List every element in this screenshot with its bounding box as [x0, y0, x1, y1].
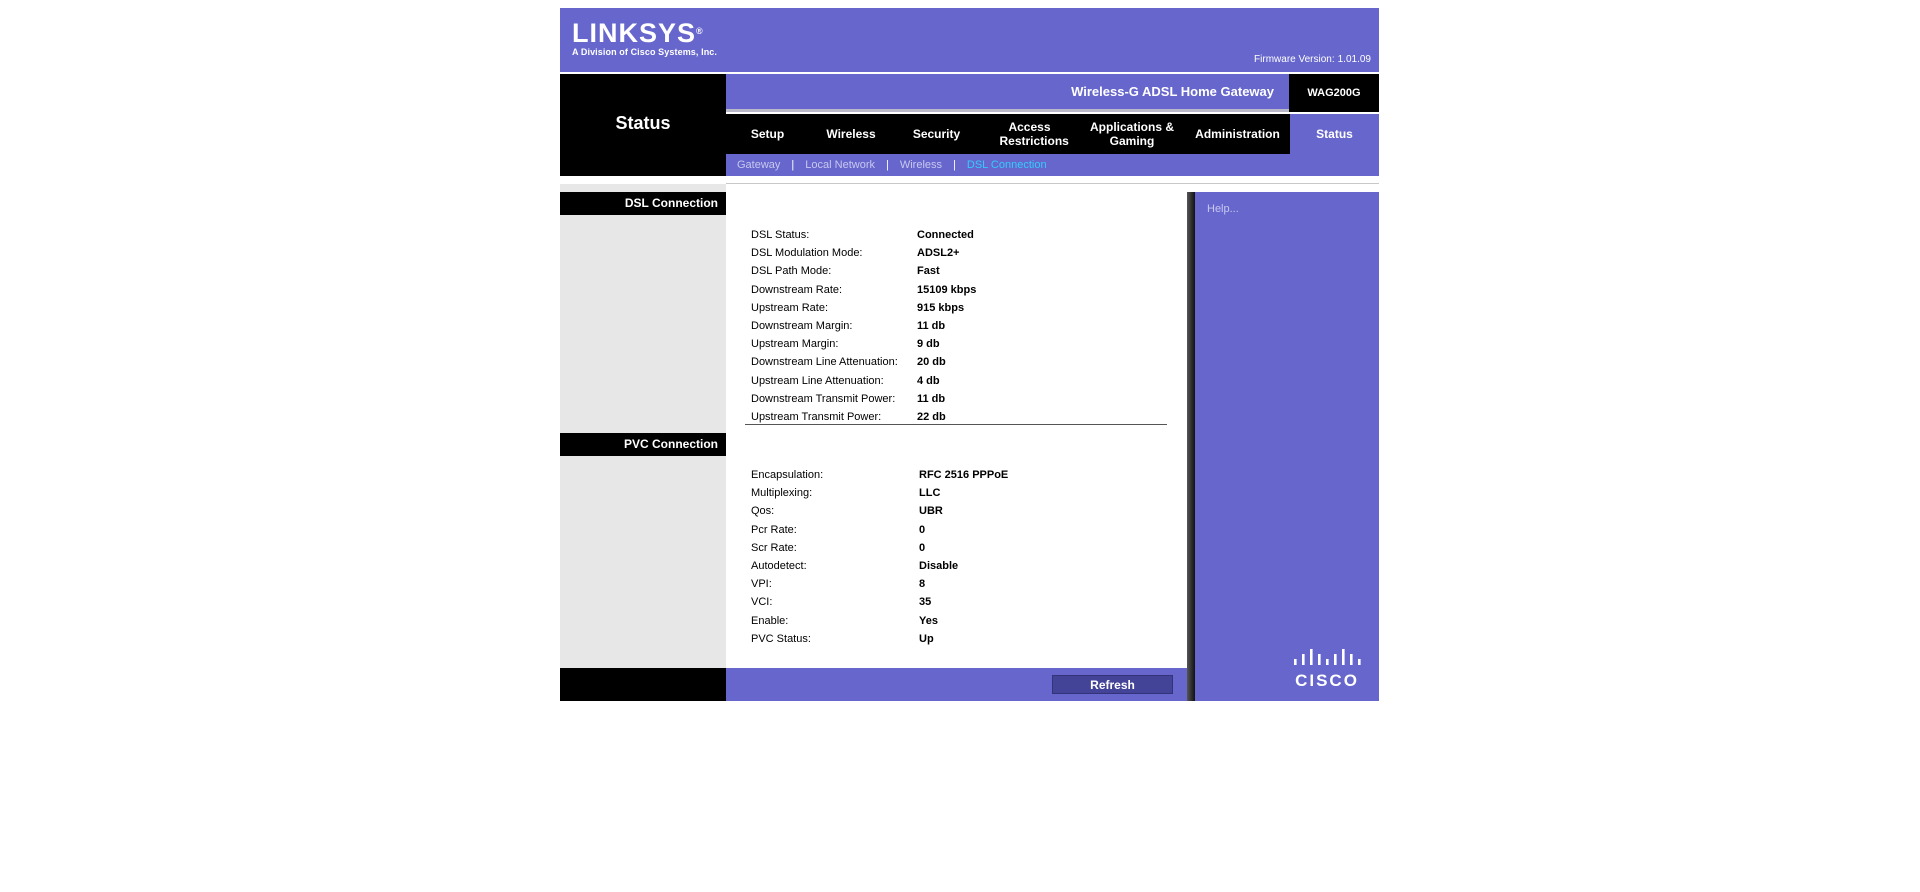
dsl-row [751, 372, 976, 390]
product-bar [726, 74, 1289, 109]
row-label: PVC Status: [751, 632, 811, 645]
row-value: RFC 2516 PPPoE [919, 469, 1009, 482]
row-value: 11 db [917, 320, 946, 333]
row-label: Upstream Transmit Power: [751, 410, 882, 423]
row-value: LLC [919, 487, 941, 500]
tab-wireless[interactable]: Wireless [826, 127, 876, 141]
dsl-row [751, 390, 976, 408]
row-value: Connected [917, 229, 974, 242]
subnav-gateway[interactable]: Gateway [737, 159, 781, 171]
row-value: 4 db [917, 374, 940, 387]
firmware-value: 1.01.09 [1337, 54, 1371, 65]
row-label: Downstream Margin: [751, 320, 853, 333]
row-value: 9 db [917, 338, 940, 351]
pvc-row [751, 466, 1008, 484]
row-label: Qos: [751, 505, 775, 518]
row-label: Encapsulation: [751, 469, 824, 482]
pvc-row [751, 484, 1008, 502]
tab-access-restrictions-label: Access Restrictions [999, 120, 1069, 148]
row-label: Downstream Line Attenuation: [751, 356, 898, 369]
subnav-local-network[interactable]: Local Network [805, 159, 875, 171]
help-column-shadow [1187, 192, 1195, 701]
tab-administration[interactable]: Administration [1195, 127, 1280, 141]
tab-access-restrictions[interactable] [980, 114, 1079, 154]
section-title-block [560, 74, 726, 176]
cisco-logo-text: CISCO [1295, 671, 1359, 690]
pvc-row [751, 521, 1008, 539]
row-value: 915 kbps [917, 301, 965, 314]
section-divider [745, 424, 1167, 425]
row-label: DSL Modulation Mode: [751, 247, 863, 260]
firmware-version [1254, 54, 1371, 65]
left-sidebar [560, 184, 726, 676]
subnav-separator: | [885, 159, 889, 171]
router-status-page [560, 8, 1379, 701]
pvc-row [751, 593, 1008, 611]
dsl-row [751, 226, 976, 244]
pvc-row [751, 575, 1008, 593]
brand-wordmark: LINKSYS® [572, 18, 704, 48]
row-label: DSL Status: [751, 229, 810, 242]
pvc-row [751, 502, 1008, 520]
main-nav [726, 114, 1379, 154]
footer-bar [726, 668, 1187, 701]
row-value: 35 [919, 596, 932, 609]
row-value: 15109 kbps [917, 283, 977, 296]
dsl-row [751, 281, 976, 299]
tab-setup[interactable]: Setup [750, 127, 785, 141]
row-label: Upstream Margin: [751, 338, 839, 351]
pvc-row [751, 539, 1008, 557]
row-label: DSL Path Mode: [751, 265, 832, 278]
pvc-row [751, 557, 1008, 575]
dsl-row [751, 299, 976, 317]
header-banner [560, 8, 1379, 72]
dsl-row [751, 335, 976, 353]
sub-nav [726, 154, 1379, 176]
firmware-label: Firmware Version: [1254, 54, 1335, 65]
row-label: Scr Rate: [751, 541, 797, 554]
row-value: Yes [919, 614, 938, 627]
row-value: 22 db [917, 410, 946, 423]
tab-applications-gaming-label: Applications & Gaming [1090, 120, 1175, 148]
dsl-row [751, 262, 976, 280]
row-value: 8 [919, 578, 926, 591]
sidebar-title-pvc: PVC Connection [560, 433, 726, 456]
subnav-separator: | [953, 159, 956, 171]
header-divider [726, 109, 1289, 112]
linksys-logo [572, 20, 717, 57]
row-label: Upstream Rate: [751, 301, 829, 314]
dsl-status-table [751, 226, 976, 426]
row-label: Pcr Rate: [751, 523, 797, 536]
refresh-button[interactable]: Refresh [1052, 675, 1173, 694]
content-panel [726, 184, 1187, 676]
model-badge: WAG200G [1289, 74, 1379, 112]
subnav-wireless[interactable]: Wireless [899, 159, 943, 171]
brand-subtitle: A Division of Cisco Systems, Inc. [572, 47, 718, 57]
dsl-row [751, 353, 976, 371]
tab-security[interactable]: Security [912, 127, 961, 141]
footer-left [560, 668, 726, 701]
page-title: Status [615, 112, 671, 133]
row-value: 20 db [917, 356, 946, 369]
sidebar-title-dsl: DSL Connection [560, 192, 726, 215]
row-value: 11 db [917, 392, 946, 405]
pvc-status-table [751, 466, 1008, 648]
row-label: VPI: [751, 578, 772, 591]
row-value: 0 [919, 523, 926, 536]
row-label: Multiplexing: [751, 487, 813, 500]
row-label: VCI: [751, 596, 773, 609]
dsl-row [751, 244, 976, 262]
row-value: UBR [919, 505, 943, 518]
row-value: 0 [919, 541, 926, 554]
subnav-dsl-connection[interactable]: DSL Connection [966, 159, 1047, 171]
tab-status[interactable]: Status [1290, 114, 1379, 154]
pvc-row [751, 612, 1008, 630]
help-link[interactable]: Help... [1207, 203, 1239, 215]
pvc-row [751, 630, 1008, 648]
tab-applications-gaming[interactable] [1079, 114, 1185, 154]
product-name: Wireless-G ADSL Home Gateway [1071, 84, 1274, 99]
row-value: ADSL2+ [917, 247, 960, 260]
row-label: Downstream Rate: [751, 283, 843, 296]
cisco-logo-icon [1290, 647, 1370, 692]
row-label: Autodetect: [751, 560, 807, 573]
row-value: Up [919, 632, 934, 645]
help-panel [1195, 192, 1379, 701]
row-label: Upstream Line Attenuation: [751, 374, 884, 387]
subnav-separator: | [791, 159, 795, 171]
dsl-row [751, 317, 976, 335]
row-value: Disable [919, 560, 959, 573]
row-value: Fast [917, 265, 940, 278]
row-label: Enable: [751, 614, 789, 627]
row-label: Downstream Transmit Power: [751, 392, 896, 405]
